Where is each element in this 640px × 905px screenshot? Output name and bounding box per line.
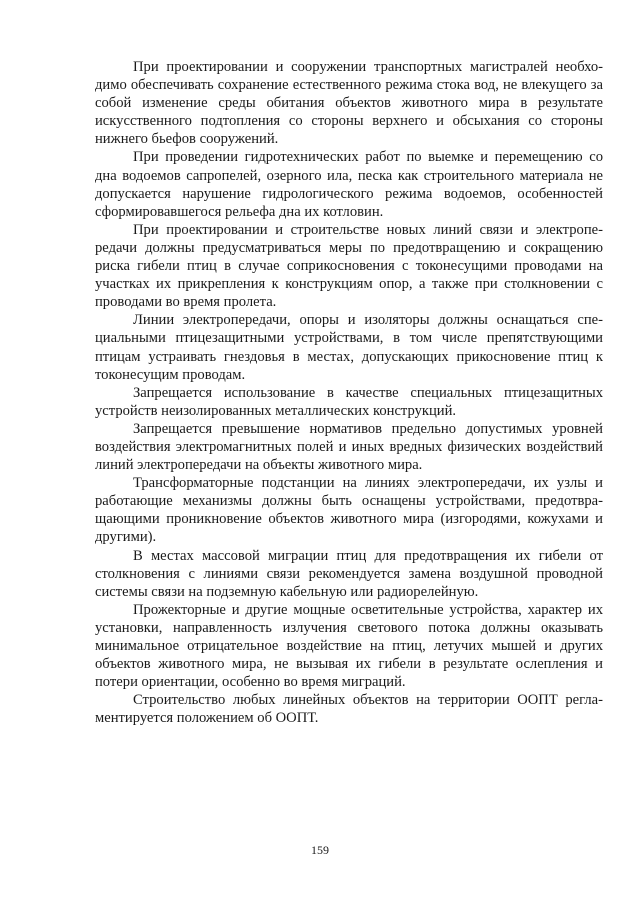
page-number: 159	[311, 843, 329, 857]
paragraph-power-lines-design: При проектировании и строительстве новых линий связи и электропередачи должны предусматриваться меры по предотвращению и сокращению риска гибели птиц в случае соприкосновения с токонесущими проводами на участках их прикрепления к конструкциям опор, а также при столкновении с проводами во время пролета.	[95, 221, 603, 311]
paragraph-uninsulated-prohibition: Запрещается использование в качестве специальных птицезащитных устройств неизолированных металлических конструкций.	[95, 384, 603, 419]
paragraph-transformer-substations: Трансформаторные подстанции на линиях электропередачи, их узлы и работающие механизмы должны быть оснащены устройствами, предотвращающими проникновение объектов животного мира (изгородями, кожухами и другими).	[95, 475, 603, 546]
paragraph-lighting-devices: Прожекторные и другие мощные осветительные устройства, характер их установки, направленность излучения светового потока должны оказывать минимальное отрицательное воздействие на птиц, летучих мышей и других объектов животного мира, не вызывая их гибели в результате ослепления и потери ориентации, особенно во время миграций.	[95, 601, 603, 691]
paragraph-hydrotechnical-works: При проведении гидротехнических работ по выемке и перемещению со дна водоемов сапропелей, озерного ила, песка как строительного материала не допускается нарушение гидрологического режима водоемов, особенностей сформировавшегося рельефа дна их котловин.	[95, 149, 603, 220]
paragraph-emf-limits: Запрещается превышение нормативов предельно допустимых уровней воздействия электромагнитных полей и иных вредных физических воздействий линий электропередачи на объекты животного мира.	[95, 420, 603, 474]
paragraph-bird-migration: В местах массовой миграции птиц для предотвращения их гибели от столкновения с линиями связи рекомендуется замена воздушной проводной системы связи на подземную кабельную или радиорелейную.	[95, 547, 603, 600]
paragraph-bird-protection-devices: Линии электропередачи, опоры и изоляторы должны оснащаться специальными птицезащитными устройствами, в том числе препятствующими птицам устраивать гнездовья в местах, допускающих прикосновение птиц к токонесущим проводам.	[95, 312, 603, 383]
paragraph-transport-highways: При проектировании и сооружении транспортных магистралей необходимо обеспечивать сохранение естественного режима стока вод, не влекущего за собой изменение среды обитания объектов животного мира в результате искусственного подтопления со стороны верхнего и обсыхания со стороны нижнего бьефов сооружений.	[95, 59, 603, 148]
body-text	[95, 58, 603, 727]
paragraph-protected-areas: Строительство любых линейных объектов на территории ООПТ регламентируется положением об ООПТ.	[95, 692, 603, 727]
